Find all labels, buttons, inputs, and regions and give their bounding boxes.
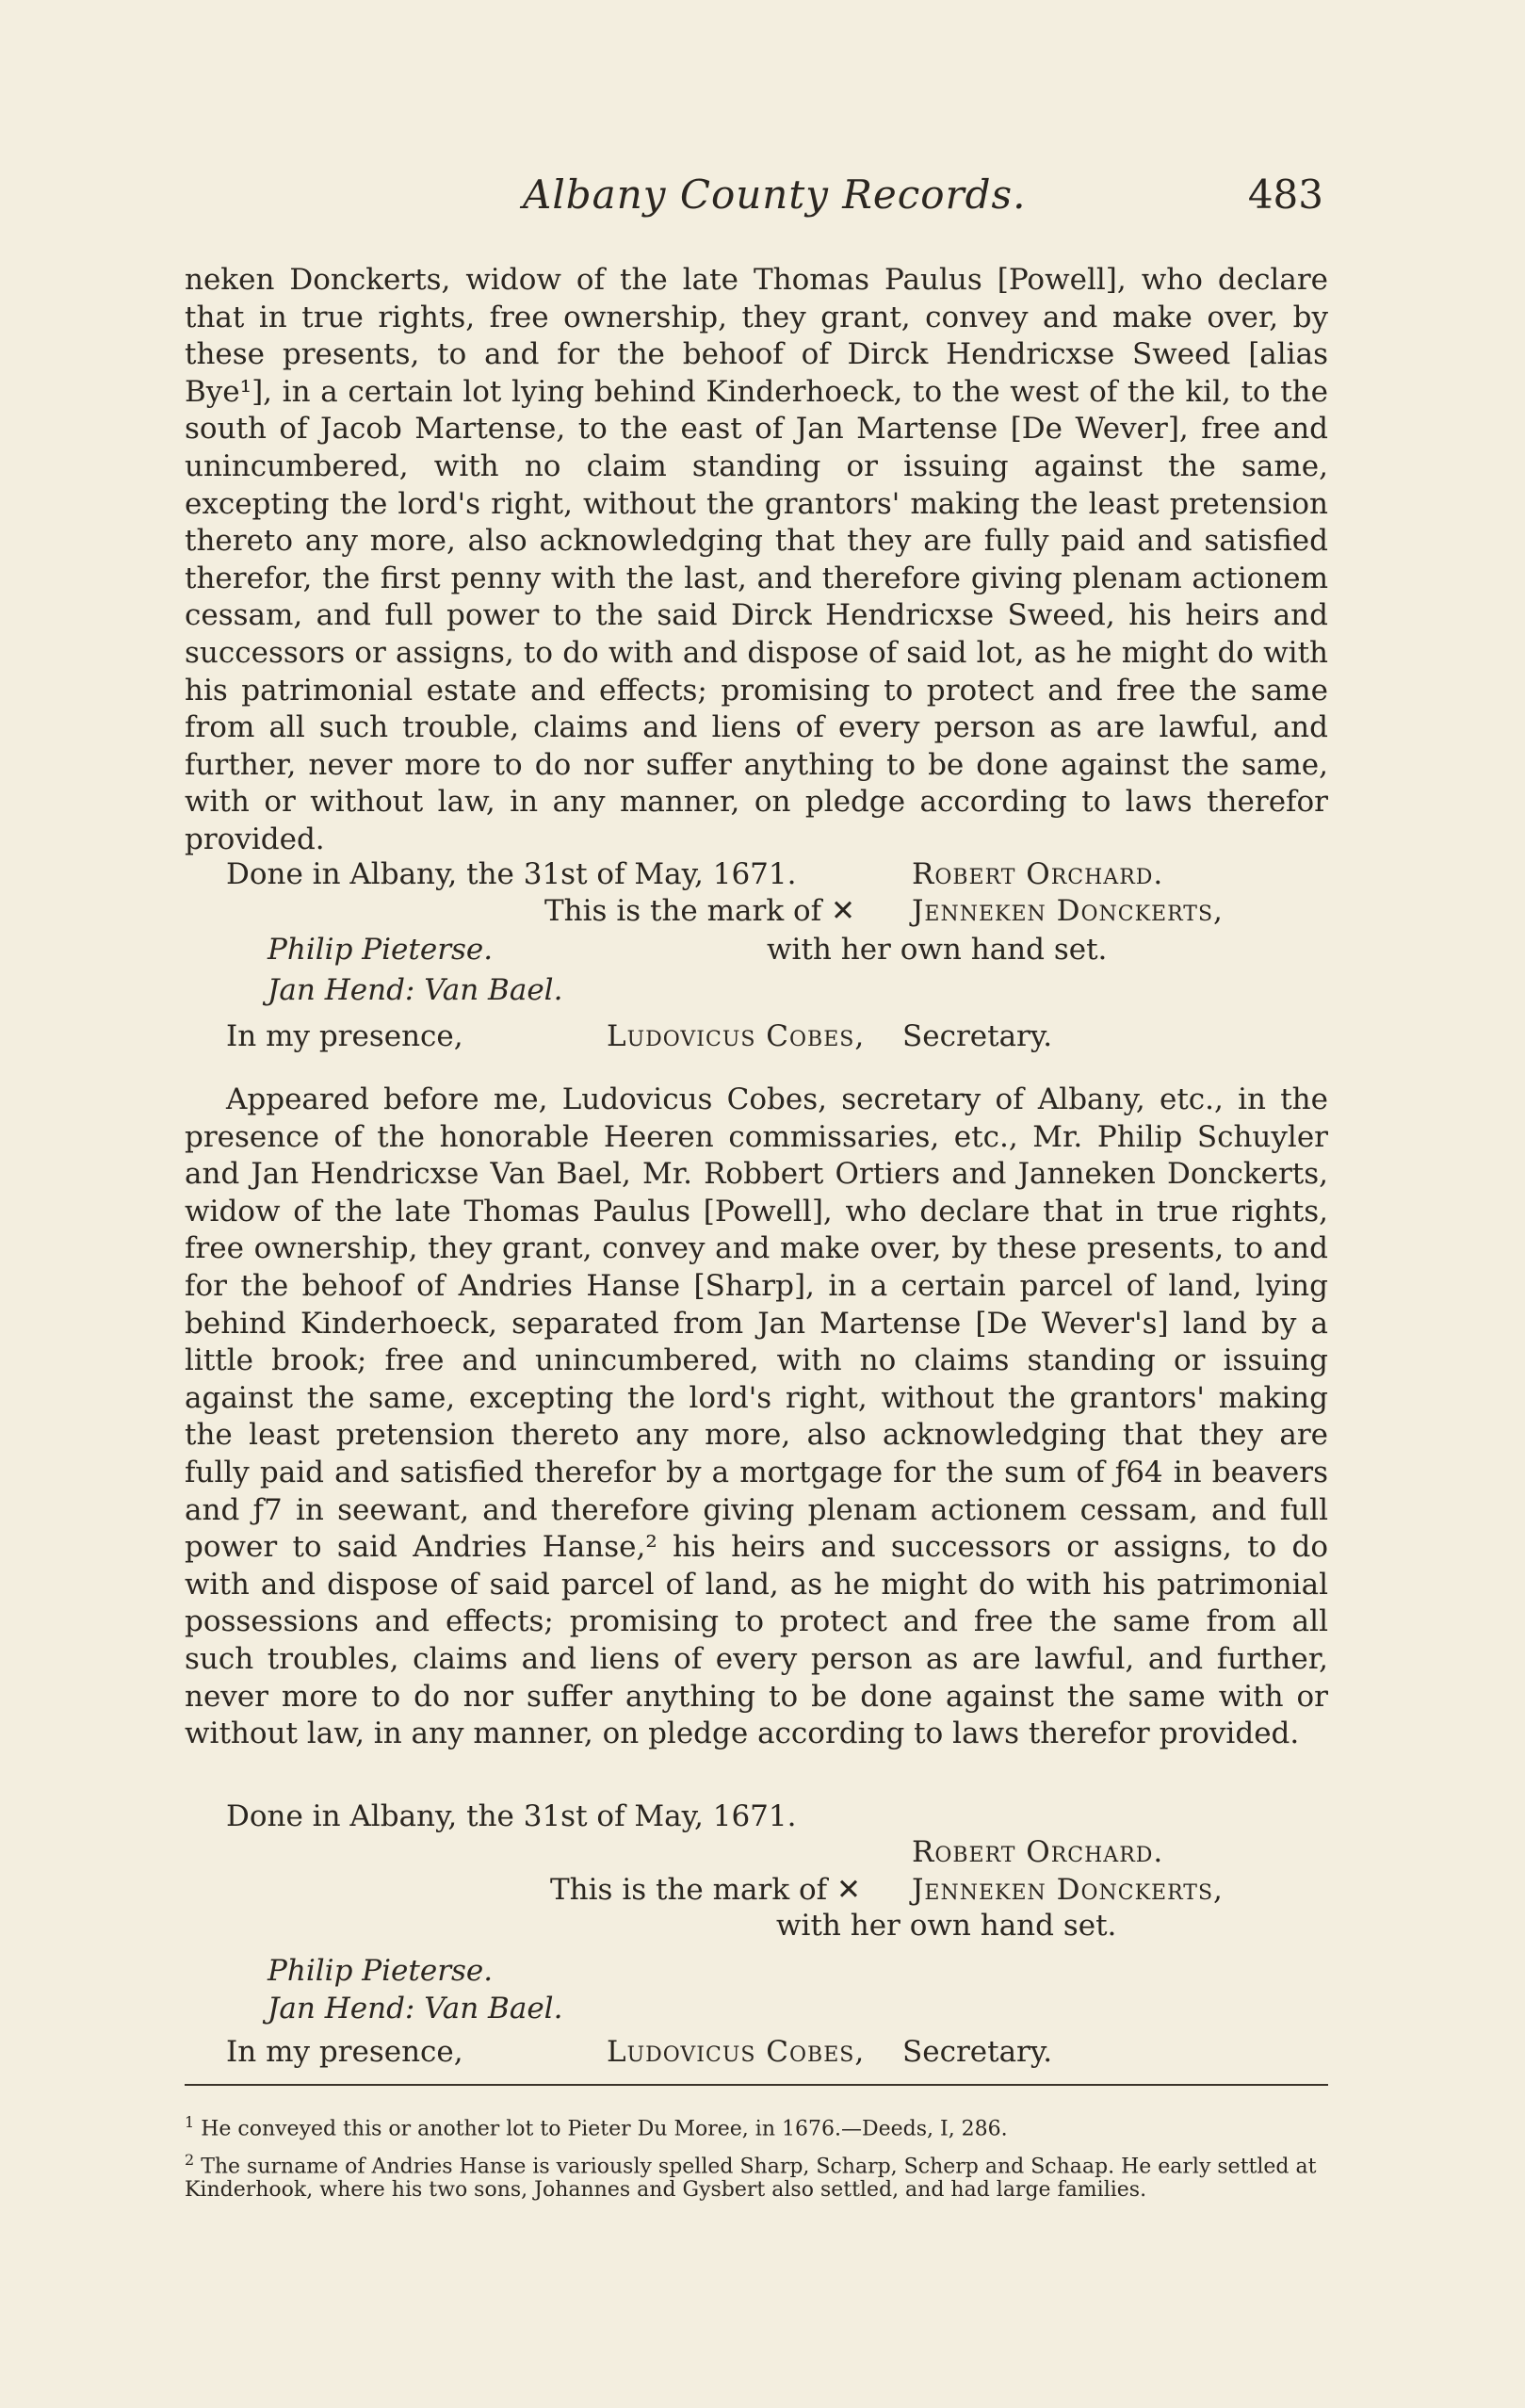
deed-paragraph-2 — [185, 1082, 1328, 1753]
done-date: Done in Albany, the 31st of May, 1671. — [226, 1799, 797, 1833]
done-date: Done in Albany, the 31st of May, 1671. — [226, 857, 797, 891]
signer-jenneken-donckerts: Jenneken Donckerts, — [912, 1873, 1224, 1907]
footnote-text: He conveyed this or another lot to Pieter Du Moree, in 1676.—Deeds, I, 286. — [201, 2117, 1008, 2141]
page-number: 483 — [1247, 171, 1323, 218]
signer-robert-orchard: Robert Orchard. — [912, 1835, 1164, 1869]
mark-statement: This is the mark of ✕ — [544, 894, 855, 928]
running-title: Albany County Records. — [523, 171, 1027, 218]
footnote-1 — [185, 2110, 1328, 2140]
signer-robert-orchard: Robert Orchard. — [912, 857, 1164, 891]
deed-paragraph-1 — [185, 262, 1328, 859]
signer-jenneken-donckerts: Jenneken Donckerts, — [912, 894, 1224, 928]
secretary-name: Ludovicus Cobes, — [607, 1019, 866, 1053]
witness-philip-pieterse: Philip Pieterse. — [268, 933, 494, 967]
secretary-title: Secretary. — [902, 1019, 1053, 1053]
presence-label: In my presence, — [226, 2035, 463, 2069]
witness-jan-hend-van-bael: Jan Hend: Van Bael. — [268, 1992, 563, 2026]
footnote-2 — [185, 2148, 1328, 2202]
page-header — [184, 171, 1323, 228]
hand-set: with her own hand set. — [767, 933, 1108, 967]
witness-philip-pieterse: Philip Pieterse. — [268, 1954, 494, 1988]
hand-set: with her own hand set. — [776, 1909, 1117, 1943]
presence-label: In my presence, — [226, 1019, 463, 1053]
paragraph-text: neken Donckerts, widow of the late Thomas Paulus [Powell], who declare that in true rights, free ownership, they grant, convey and make over, by these presents, to and for the behoof of Dirck Hendricxse Sweed [alias Bye¹], in a certain lot lying behind Kinderhoeck, to the west of the kil, to the south of Jacob Martense, to the east of Jan Martense [De Wever], free and unincumbered, with no claim standing or issuing against the same, excepting the lord's right, without the grantors' making the least pretension thereto any more, also acknowledging that they are fully paid and satisfied therefor, the first penny with the last, and therefore giving plenam actionem cessam, and full power to the said Dirck Hendricxse Sweed, his heirs and successors or assigns, to do with and dispose of said lot, as he might do with his patrimonial estate and effects; promising to protect and free the same from all such trouble, claims and liens of every person as are lawful, and further, never more to do nor suffer anything to be done against the same, with or without law, in any manner, on pledge according to laws therefor provided. — [185, 263, 1328, 856]
footnote-divider — [185, 2084, 1328, 2086]
mark-statement: This is the mark of ✕ — [550, 1873, 861, 1907]
footnote-text: The surname of Andries Hanse is variously spelled Sharp, Scharp, Scherp and Schaap. He early settled at Kinderhook, where his two sons, Johannes and Gysbert also settled, and had large families. — [185, 2155, 1317, 2203]
paragraph-text: Appeared before me, Ludovicus Cobes, secretary of Albany, etc., in the presence of the honorable Heeren commissaries, etc., Mr. Philip Schuyler and Jan Hendricxse Van Bael, Mr. Robbert Ortiers and Janneken Donckerts, widow of the late Thomas Paulus [Powell], who declare that in true rights, free ownership, they grant, convey and make over, by these presents, to and for the behoof of Andries Hanse [Sharp], in a certain parcel of land, lying behind Kinderhoeck, separated from Jan Martense [De Wever's] land by a little brook; free and unincumbered, with no claims standing or issuing against the same, excepting the lord's right, without the grantors' making the least pretension thereto any more, also acknowledging that they are fully paid and satisfied therefor by a mortgage for the sum of ƒ64 in beavers and ƒ7 in seewant, and therefore giving plenam actionem cessam, and full power to said Andries Hanse,² his heirs and successors or assigns, to do with and dispose of said parcel of land, as he might do with his patrimonial possessions and effects; promising to protect and free the same from all such troubles, claims and liens of every person as are lawful, and further, never more to do nor suffer anything to be done against the same with or without law, in any manner, on pledge according to laws therefor provided. — [185, 1082, 1328, 1751]
witness-jan-hend-van-bael: Jan Hend: Van Bael. — [268, 973, 563, 1007]
secretary-title: Secretary. — [902, 2035, 1053, 2069]
secretary-name: Ludovicus Cobes, — [607, 2035, 866, 2069]
footnote-marker: 1 — [185, 2113, 195, 2131]
footnote-marker: 2 — [185, 2151, 195, 2169]
